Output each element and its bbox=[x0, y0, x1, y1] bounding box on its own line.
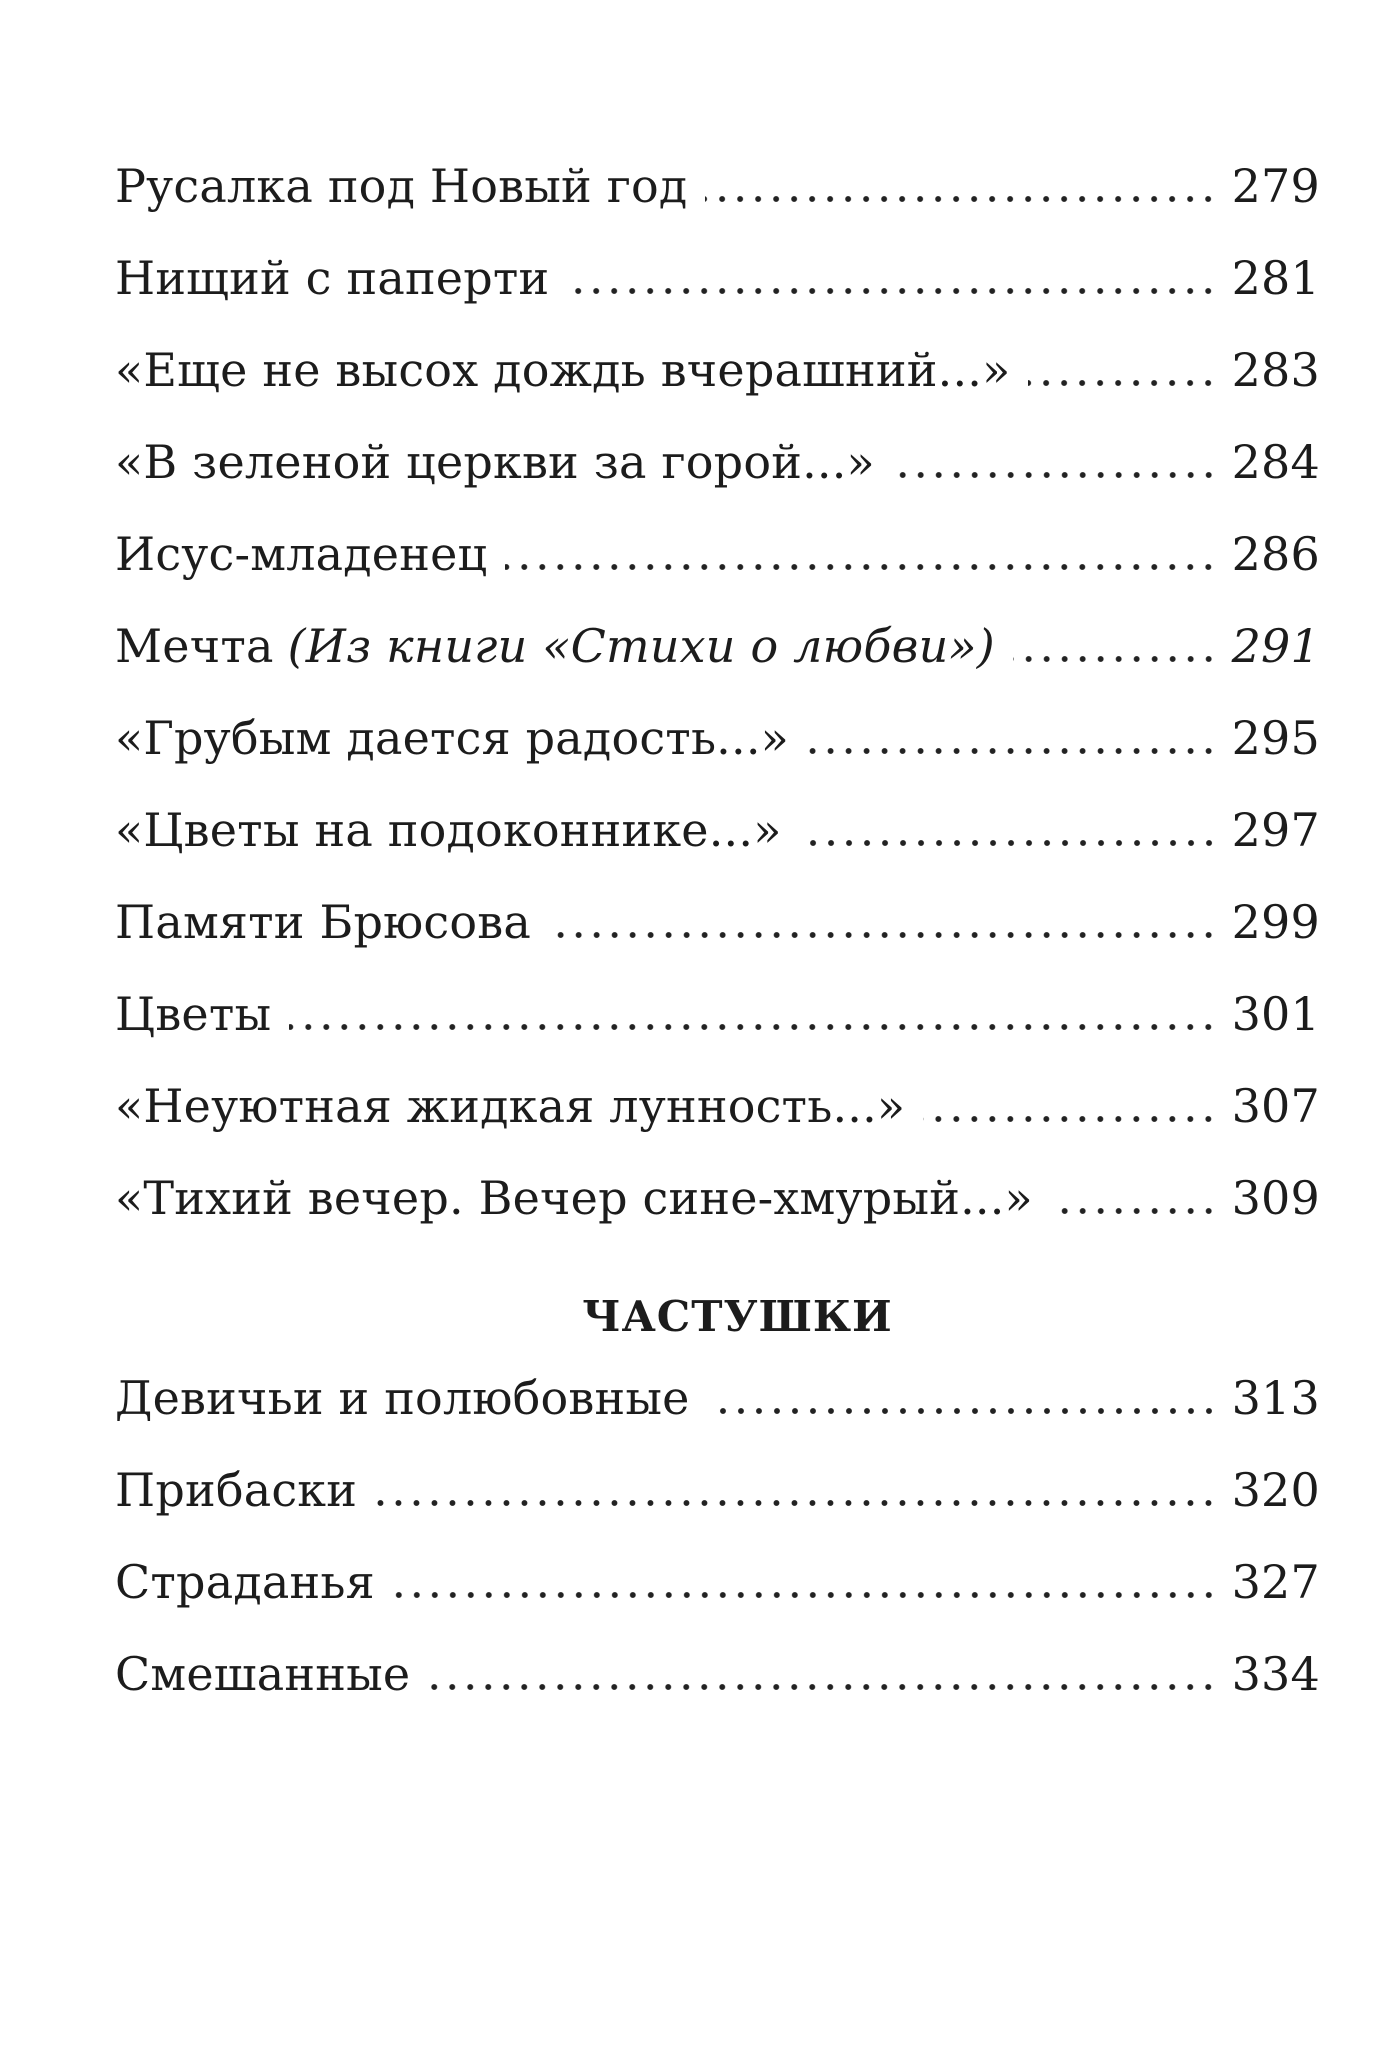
page-number: 299 bbox=[1231, 895, 1320, 949]
entry-title: «Грубым дается радость...» bbox=[115, 711, 789, 765]
dot-leader bbox=[428, 1683, 1217, 1691]
entry-title: «Цветы на подоконнике...» bbox=[115, 803, 782, 857]
entry-title: Девичьи и полюбовные bbox=[115, 1371, 690, 1425]
page-number: 286 bbox=[1231, 527, 1320, 581]
toc-entry[interactable] bbox=[115, 1628, 1320, 1720]
page-number: 301 bbox=[1231, 987, 1320, 1041]
dot-leader bbox=[1028, 379, 1217, 387]
page-number: 281 bbox=[1231, 251, 1320, 305]
section-heading: ЧАСТУШКИ bbox=[582, 1292, 893, 1341]
entry-title: «Тихий вечер. Вечер сине-хмурый...» bbox=[115, 1171, 1033, 1225]
dot-leader bbox=[708, 1407, 1218, 1415]
toc-entry[interactable] bbox=[115, 1444, 1320, 1536]
page-number: 320 bbox=[1231, 1463, 1320, 1517]
entry-title: Страданья bbox=[115, 1555, 375, 1609]
page-number: 295 bbox=[1231, 711, 1320, 765]
toc-entry[interactable] bbox=[115, 1536, 1320, 1628]
toc-entry[interactable] bbox=[115, 692, 1320, 784]
dot-leader bbox=[375, 1499, 1217, 1507]
dot-leader bbox=[923, 1115, 1217, 1123]
entry-title: Цветы bbox=[115, 987, 272, 1041]
toc-entry[interactable] bbox=[115, 1152, 1320, 1244]
dot-leader bbox=[1013, 655, 1218, 663]
page-number: 283 bbox=[1231, 343, 1320, 397]
entry-title: «Неуютная жидкая лунность...» bbox=[115, 1079, 906, 1133]
toc-entry[interactable] bbox=[115, 968, 1320, 1060]
page-number: 284 bbox=[1231, 435, 1320, 489]
page-number: 291 bbox=[1231, 619, 1320, 673]
dot-leader bbox=[893, 471, 1218, 479]
entry-title: Исус-младенец bbox=[115, 527, 488, 581]
dot-leader bbox=[549, 931, 1218, 939]
dot-leader bbox=[800, 839, 1218, 847]
dot-leader bbox=[1051, 1207, 1218, 1215]
entry-title: Мечта bbox=[115, 619, 274, 673]
dot-leader bbox=[567, 287, 1217, 295]
dot-leader bbox=[289, 1023, 1217, 1031]
page-number: 327 bbox=[1231, 1555, 1320, 1609]
page-number: 313 bbox=[1231, 1371, 1320, 1425]
entry-title: Прибаски bbox=[115, 1463, 358, 1517]
toc-entry[interactable] bbox=[115, 1352, 1320, 1444]
toc-entry[interactable] bbox=[115, 600, 1320, 692]
entry-title: «Еще не высох дождь вчерашний...» bbox=[115, 343, 1011, 397]
entry-title: Нищий с паперти bbox=[115, 251, 550, 305]
dot-leader bbox=[393, 1591, 1218, 1599]
toc-entry[interactable] bbox=[115, 876, 1320, 968]
page-number: 307 bbox=[1231, 1079, 1320, 1133]
dot-leader bbox=[505, 563, 1217, 571]
dot-leader bbox=[705, 195, 1217, 203]
toc-entry[interactable] bbox=[115, 140, 1320, 232]
entry-title: Памяти Брюсова bbox=[115, 895, 531, 949]
toc-entry[interactable] bbox=[115, 324, 1320, 416]
entry-subtitle: (Из книги «Стихи о любви») bbox=[287, 619, 995, 673]
toc-entry[interactable] bbox=[115, 508, 1320, 600]
page-number: 309 bbox=[1231, 1171, 1320, 1225]
toc-entry[interactable] bbox=[115, 416, 1320, 508]
toc-entry[interactable] bbox=[115, 1060, 1320, 1152]
toc-entry[interactable] bbox=[115, 784, 1320, 876]
entry-title: Смешанные bbox=[115, 1647, 411, 1701]
page-number: 297 bbox=[1231, 803, 1320, 857]
dot-leader bbox=[807, 747, 1218, 755]
page-number: 334 bbox=[1231, 1647, 1320, 1701]
toc-entry[interactable] bbox=[115, 232, 1320, 324]
entry-title: Русалка под Новый год bbox=[115, 159, 688, 213]
page-number: 279 bbox=[1231, 159, 1320, 213]
table-of-contents bbox=[115, 140, 1320, 1720]
entry-title: «В зеленой церкви за горой...» bbox=[115, 435, 875, 489]
